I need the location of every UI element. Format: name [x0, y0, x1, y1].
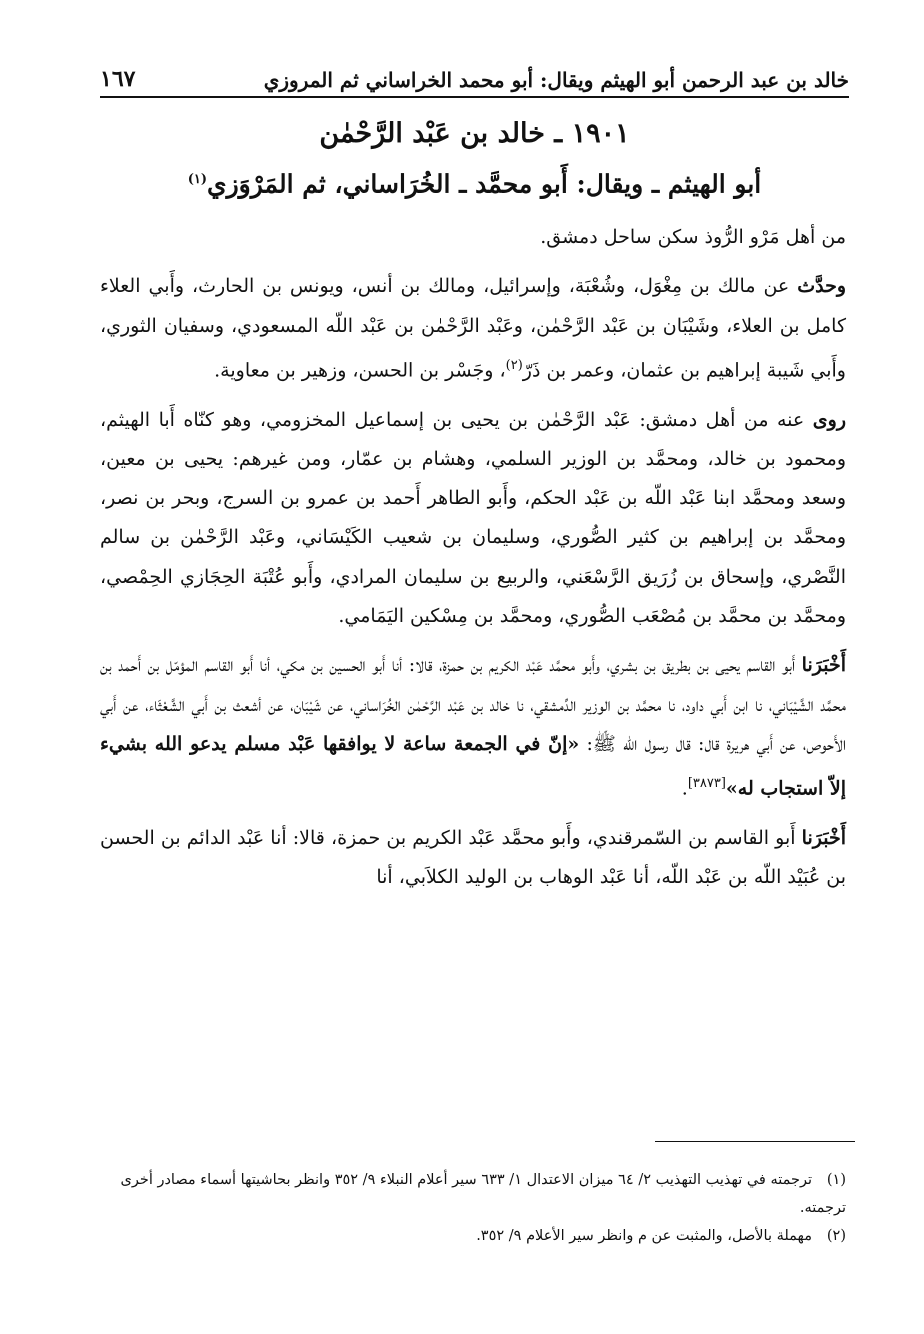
rawa-text: عنه من أهل دمشق: عَبْد الرَّحْمٰن بن يحيى بن إسماعيل المخزومي، وهو كنّاه أَبا الهيثم، ومحمود بن خالد، ومحمَّد بن الوزير السلمي، وهشام بن عمّار، ومن غيرهم: يحيى بن معين، وسعد ومحمَّد ابنا عَبْد اللّه بن عَبْد الحكم، وأَبو الطاهر أَحمد بن عمرو بن السرج، وبحر بن نصر، ومحمَّد بن إبراهيم بن كثير الصُّوري، وسليمان بن شعيب الكَيْسَاني، وعَبْد الرَّحْمٰن بن سالم النَّصْري، وإسحاق بن زُرَيق الرَّسْعَني، والربيع بن سليمان المرادي، وأَبو عُتْبَة الحِجَازي الحِمْصي، ومحمَّد بن محمَّد بن مُصْعَب الصُّوري، ومحمَّد بن مِسْكين اليَمَامي.: [100, 408, 846, 627]
haddatha-paragraph: [100, 267, 846, 390]
hadith-number: [٣٨٧٣]: [687, 776, 726, 792]
footnote-item: [100, 1222, 846, 1250]
haddatha-end: ، وجَسْر بن الحسن، وزهير بن معاوية.: [214, 359, 506, 382]
entry-subtitle: [100, 158, 849, 206]
footnote-number: (٢): [826, 1228, 846, 1244]
footnotes: [100, 1166, 846, 1250]
entry-title: ١٩٠١ ـ خالد بن عَبْد الرَّحْمٰن: [319, 118, 630, 149]
rawa-lead-word: روى: [812, 408, 846, 431]
page-number: ١٦٧: [100, 66, 136, 92]
footnote-number: (١): [826, 1172, 846, 1188]
footnote-ref-2: (٢): [505, 357, 523, 373]
footnote-ref-1: (١): [187, 172, 208, 187]
running-title: خالد بن عبد الرحمن أبو الهيثم ويقال: أبو محمد الخراساني ثم المروزي: [263, 68, 849, 92]
hadith-text: «إنّ في الجمعة ساعة لا يوافقها عَبْد مسلم يدعو الله بشيء إلاّ استجاب له»: [100, 732, 846, 800]
footnote-text: ترجمته في تهذيب التهذيب ٢/ ٦٤ ميزان الاعتدال ١/ ٦٣٣ سير أعلام النبلاء ٩/ ٣٥٢ وانظر بحاشيتها أسماء مصادر أخرى ترجمته.: [120, 1172, 846, 1216]
running-header: [100, 52, 849, 98]
entry-subtitle-text: أبو الهيثم ـ ويقال: أَبو محمَّد ـ الخُرَاساني، ثم المَرْوَزي: [207, 169, 762, 199]
rawa-paragraph: [100, 401, 846, 637]
akhbarana-text-1: أَبو القاسم يحيى بن بطريق بن بشري، وأَبو محمَّد عَبْد الكريم بن حمزة، قالا: أنا أَبو الحسين بن مكي، أنا أَبو القاسم المؤمّل بن أَحمد بن محمَّد الشَّيْبَاني، نا ابن أَبي داود، نا محمَّد بن الوزير الدِّمشقي، نا خالد بن عَبْد الرَّحْمٰن الخُرَاساني، عن شَيْبَان، عن أشعث بن أَبي الشَّعْثَاء، عن أَبي الأَحوص، عن أَبي هريرة قال: قال رسول الله ﷺ:: [100, 654, 847, 755]
akhbarana-paragraph-1: [100, 646, 846, 809]
footnote-item: [100, 1166, 846, 1222]
origin-paragraph: من أهل مَرْو الرُّوذ سكن ساحل دمشق.: [540, 226, 846, 248]
footnote-text: مهملة بالأصل، والمثبت عن م وانظر سير الأعلام ٩/ ٣٥٢.: [476, 1228, 812, 1244]
hadith-end-dot: .: [681, 777, 688, 800]
haddatha-lead-word: وحدَّث: [797, 275, 846, 298]
akhbarana-paragraph-2: [100, 819, 846, 898]
akhbarana-text-2: أَبو القاسم بن السّمرقندي، وأَبو محمَّد عَبْد الكريم بن حمزة، قالا: أنا عَبْد الدائم بن الحسن بن عُبَيْد اللّه بن عَبْد اللّه، أنا عَبْد الوهاب بن الوليد الكلاَبي، أنا: [100, 826, 846, 889]
akhbarana-lead-word-2: أَخْبَرَنا: [801, 826, 846, 849]
haddatha-text: عن مالك بن مِغْوَل، وشُعْبَة، وإسرائيل، ومالك بن أنس، ويونس بن الحارث، وأَبي العلاء كامل بن العلاء، وشَيْبَان بن عَبْد الرَّحْمٰن، وعَبْد الرَّحْمٰن بن عَبْد اللّه المسعودي، وسفيان الثوري، وأَبي شَيبة إبراهيم بن عثمان، وعمر بن ذَرّ: [100, 275, 846, 382]
akhbarana-lead-word-1: أَخْبَرَنا: [801, 654, 846, 677]
footnote-separator: [655, 1141, 855, 1142]
main-text: [100, 218, 846, 897]
